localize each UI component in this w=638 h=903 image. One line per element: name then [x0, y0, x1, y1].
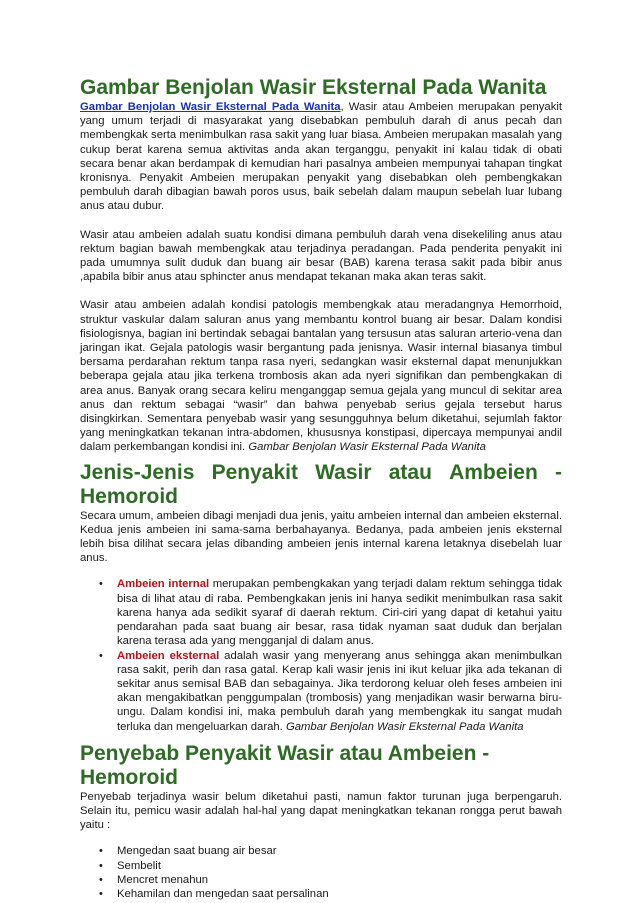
term-eksternal: Ambeien eksternal [117, 649, 220, 662]
document-page [80, 76, 562, 901]
list-item [80, 649, 562, 734]
paragraph-intro [80, 100, 562, 214]
paragraph-pathology [80, 298, 562, 454]
heading-word: atau [388, 460, 432, 484]
heading-word: Ambeien [449, 460, 538, 484]
bullet-icon: • [99, 845, 103, 858]
bullet-icon: • [99, 887, 103, 900]
list-item [80, 844, 562, 858]
heading-penyebab: Penyebab Penyakit Wasir atau Ambeien - Hemoroid [80, 741, 490, 789]
list-item [80, 887, 562, 901]
list-item-text: merupakan pembengkakan yang terjadi dalam rektum sehingga tidak bisa di lihat atau di raba. Pembengkakan jenis ini hanya sedikit menimbulkan rasa sakit karena hanya ada sedikit syaraf di daerah rektum. Ciri-ciri yang dapat di ketahui yaitu pendarahan pada saat buang air besar, rasa tidak nyaman saat duduk dan berjalan karena terasa ada yang mengganjal di dalam anus. [117, 578, 563, 648]
paragraph-jenis-intro: Secara umum, ambeien dibagi menjadi dua jenis, yaitu ambeien internal dan ambeien eksternal. Kedua jenis ambeien ini sama-sama berbahayanya. Bedanya, pada ambeien jenis eksternal lebih bisa dilihat secara jelas dibanding ambeien jenis internal karena letaknya disebelah luar anus. [80, 509, 562, 565]
paragraph-pathology-text: Wasir atau ambeien adalah kondisi patologis membengkak atau meradangnya Hemorrhoid, struktur vaskular dalam saluran anus yang membantu kontrol buang air besar. Dalam kondisi fisiologisnya, bagian ini bertindak sebagai bantalan yang tersusun atas saluran arterio-vena dan jaringan ikat. Gejala patologis wasir bergantung pada jenisnya. Wasir internal biasanya timbul bersama perdarahan rektum tanpa rasa nyeri, sedangkan wasir eksternal dapat menunjukkan beberapa gejala atau jika terkena trombosis akan ada nyeri signifikan dan pembengkakan di area anus. Banyak orang secara keliru menganggap semua gejala yang muncul di sekitar area anus dan rektum sebagai “wasir” dan bahwa penyebab serius gejala tersebut harus disingkirkan. Sementara penyebab wasir yang sesungguhnya belum diketahui, sejumlah faktor yang meningkatkan tekanan intra-abdomen, khususnya konstipasi, dipercaya mempunyai andil dalam perkembangan kondisi ini. [80, 299, 562, 454]
bullet-icon: • [99, 649, 103, 662]
list-item [80, 873, 562, 887]
bullet-icon: • [99, 859, 103, 872]
list-item-text: adalah wasir yang menyerang anus sehingga akan menimbulkan rasa sakit, perih dan rasa gatal. Kerap kali wasir jenis ini ikut keluar jika ada tekanan di sekitar anus semisal BAB dan sebagainya. Jika terdorong keluar oleh feses ambeien ini akan mengakibatkan penggumpalan (trombosis) yang menjadikan wasir berwarna biru-ungu. Dalam kondisi ini, maka pembuluh darah yang membengkak itu sangat mudah terluka dan mengeluarkan darah. [117, 649, 562, 733]
cause-text: Kehamilan dan mengedan saat persalinan [117, 887, 329, 900]
heading-jenis-jenis [80, 461, 562, 509]
term-internal: Ambeien internal [117, 578, 210, 591]
heading-word: - [554, 460, 562, 484]
paragraph-intro-text: , Wasir atau Ambeien merupakan penyakit yang umum terjadi di masyarakat yang disebabkan pembuluh darah di anus pecah dan membengkak serta menimbulkan rasa sakit yang luar biasa. Ambeien merupakan masalah yang cukup berat karena semua aktivitas anda akan terganggu, penyakit ini kalau tidak di obati secara benar akan berdampak di kemudian hari pasalnya ambeien mempunyai tahapan tingkat kronisnya. Penyakit Ambeien merupakan penyakit yang disebabkan oleh pembengkakan pembuluh darah dibagian bawah poros usus, baik sebelah dalam maupun sebelah luar lubang anus atau dubur. [80, 101, 562, 213]
paragraph-pathology-italic: Gambar Benjolan Wasir Eksternal Pada Wanita [248, 441, 486, 454]
list-item [80, 577, 562, 648]
cause-text: Sembelit [117, 859, 161, 872]
heading-jenis-line2: Hemoroid [80, 484, 179, 508]
bullet-icon: • [99, 873, 103, 886]
bullet-icon: • [99, 578, 103, 591]
causes-list [80, 844, 562, 901]
jenis-list [80, 577, 562, 733]
heading-gambar-benjolan: Gambar Benjolan Wasir Eksternal Pada Wanita [80, 76, 547, 99]
paragraph-definition: Wasir atau ambeien adalah suatu kondisi dimana pembuluh darah vena disekeliling anus atau rektum bagian bawah membengkak atau terjadinya peradangan. Pada penderita penyakit ini pada umumnya sulit duduk dan buang air besar (BAB) karena terasa sakit pada bibir anus ,apabila bibir anus atau sphincter anus mendapat tekanan maka akan teras sakit. [80, 228, 562, 284]
article-link[interactable]: Gambar Benjolan Wasir Eksternal Pada Wanita [80, 101, 341, 113]
list-item [80, 859, 562, 873]
cause-text: Mencret menahun [117, 873, 209, 886]
cause-text: Mengedan saat buang air besar [117, 845, 277, 858]
heading-word: Wasir [315, 460, 372, 484]
heading-word: Penyakit [211, 460, 298, 484]
heading-word: Jenis-Jenis [80, 460, 195, 484]
list-item-italic: Gambar Benjolan Wasir Eksternal Pada Wanita [285, 720, 524, 733]
heading-jenis-line1 [80, 461, 562, 485]
paragraph-penyebab-intro: Penyebab terjadinya wasir belum diketahui pasti, namun faktor turunan juga berpengaruh. Selain itu, pemicu wasir adalah hal-hal yang dapat meningkatkan tekanan rongga perut bawah yaitu : [80, 790, 562, 832]
